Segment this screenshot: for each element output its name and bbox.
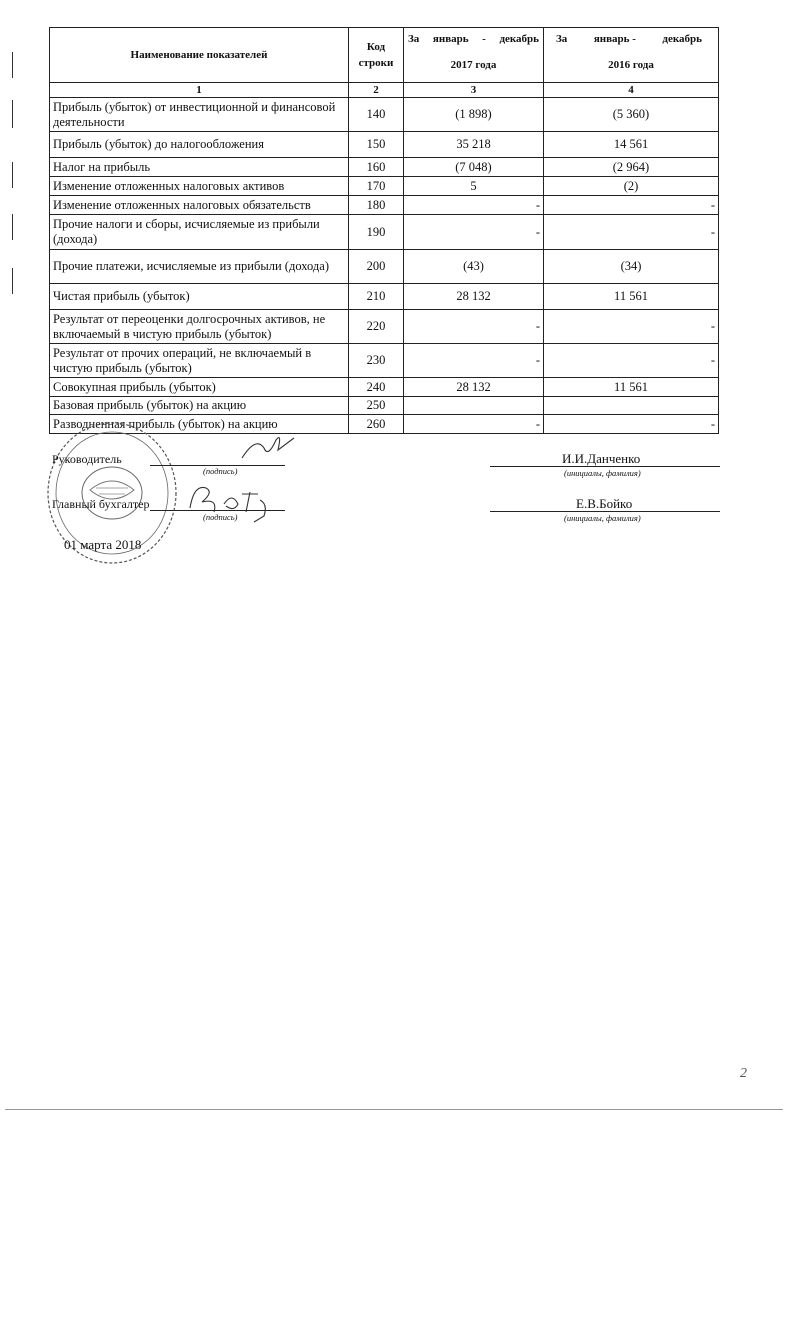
row-value-2017: - (404, 196, 544, 215)
period2-year: 2016 года (608, 59, 654, 71)
row-code: 140 (349, 98, 404, 132)
row-value-2016: (5 360) (544, 98, 719, 132)
table-row (50, 177, 719, 196)
row-value-2017: - (404, 344, 544, 378)
row-value-2017: (1 898) (404, 98, 544, 132)
table-row (50, 98, 719, 132)
head-sign-caption: (подпись) (203, 466, 238, 476)
head-name-line (490, 466, 720, 467)
period1-word-b: январь (432, 33, 469, 45)
row-value-2017: 28 132 (404, 378, 544, 397)
scan-mark (12, 100, 13, 128)
row-value-2017 (404, 397, 544, 415)
col-number: 1 (50, 83, 349, 98)
table-row (50, 132, 719, 158)
row-value-2016: 11 561 (544, 378, 719, 397)
period2-word-b: январь - (593, 33, 636, 45)
row-label: Изменение отложенных налоговых обязательств (50, 196, 349, 215)
row-label: Налог на прибыль (50, 158, 349, 177)
col-number: 3 (404, 83, 544, 98)
table-row (50, 378, 719, 397)
scan-mark (12, 214, 13, 240)
row-label: Прочие налоги и сборы, исчисляемые из прибыли (дохода) (50, 215, 349, 250)
header-row-code (349, 28, 404, 83)
period1-word-d: декабрь (499, 33, 539, 45)
row-value-2017: (7 048) (404, 158, 544, 177)
row-code: 240 (349, 378, 404, 397)
table-row (50, 284, 719, 310)
table-header-row (50, 28, 719, 83)
row-value-2016: - (544, 344, 719, 378)
row-label: Прочие платежи, исчисляемые из прибыли (дохода) (50, 250, 349, 284)
column-number-row (50, 83, 719, 98)
table-row (50, 215, 719, 250)
row-value-2017: 28 132 (404, 284, 544, 310)
row-value-2016: (34) (544, 250, 719, 284)
row-label: Чистая прибыль (убыток) (50, 284, 349, 310)
row-code: 210 (349, 284, 404, 310)
row-value-2017: - (404, 415, 544, 434)
accountant-title: Главный бухгалтер (52, 497, 150, 511)
row-label: Базовая прибыль (убыток) на акцию (50, 397, 349, 415)
header-period-2016 (544, 28, 719, 83)
head-signature-scribble (238, 430, 298, 464)
scan-mark (12, 162, 13, 188)
row-value-2016: (2 964) (544, 158, 719, 177)
row-label: Прибыль (убыток) от инвестиционной и финансовой деятельности (50, 98, 349, 132)
period2-word-c: декабрь (662, 33, 702, 45)
accountant-sign-caption: (подпись) (203, 512, 238, 522)
accountant-name-caption: (инициалы, фамилия) (564, 513, 641, 523)
financial-report-table (49, 27, 719, 434)
row-code: 160 (349, 158, 404, 177)
period2-word-a: За (556, 33, 568, 45)
row-label: Разводненная прибыль (убыток) на акцию (50, 415, 349, 434)
table-row (50, 196, 719, 215)
page-bottom-rule (5, 1109, 783, 1110)
row-code: 220 (349, 310, 404, 344)
accountant-name-line (490, 511, 720, 512)
page-number: 2 (740, 1066, 747, 1081)
accountant-name: Е.В.Бойко (576, 496, 633, 511)
head-title: Руководитель (52, 452, 122, 466)
row-value-2016: (2) (544, 177, 719, 196)
table-row (50, 397, 719, 415)
accountant-sign-line (150, 510, 285, 511)
period1-word-c: - (482, 33, 486, 45)
header-indicator-name: Наименование показателей (50, 28, 349, 83)
table-row (50, 158, 719, 177)
scan-mark (12, 52, 13, 78)
col-number: 4 (544, 83, 719, 98)
row-value-2016: - (544, 310, 719, 344)
row-value-2016: - (544, 415, 719, 434)
row-code: 180 (349, 196, 404, 215)
row-value-2016: - (544, 196, 719, 215)
table-row (50, 344, 719, 378)
col-number: 2 (349, 83, 404, 98)
row-label: Результат от прочих операций, не включаемый в чистую прибыль (убыток) (50, 344, 349, 378)
report-date: 01 марта 2018 (64, 537, 142, 552)
row-value-2017: - (404, 310, 544, 344)
header-period-2017 (404, 28, 544, 83)
row-label: Прибыль (убыток) до налогообложения (50, 132, 349, 158)
period1-word-a: За (408, 33, 420, 45)
row-value-2016: 11 561 (544, 284, 719, 310)
head-name: И.И.Данченко (562, 451, 641, 466)
row-code: 250 (349, 397, 404, 415)
period1-year: 2017 года (450, 59, 497, 71)
scan-mark (12, 268, 13, 294)
row-label: Совокупная прибыль (убыток) (50, 378, 349, 397)
row-code: 200 (349, 250, 404, 284)
header-code-line1: Код (366, 41, 386, 53)
row-label: Результат от переоценки долгосрочных активов, не включаемый в чистую прибыль (убыток) (50, 310, 349, 344)
row-value-2017: - (404, 215, 544, 250)
head-name-caption: (инициалы, фамилия) (564, 468, 641, 478)
row-code: 230 (349, 344, 404, 378)
row-code: 190 (349, 215, 404, 250)
row-label: Изменение отложенных налоговых активов (50, 177, 349, 196)
row-value-2017: 5 (404, 177, 544, 196)
header-code-line2: строки (358, 57, 394, 69)
table-row (50, 250, 719, 284)
row-value-2017: (43) (404, 250, 544, 284)
row-value-2017: 35 218 (404, 132, 544, 158)
row-code: 260 (349, 415, 404, 434)
row-code: 170 (349, 177, 404, 196)
table-row (50, 310, 719, 344)
row-value-2016: - (544, 215, 719, 250)
row-code: 150 (349, 132, 404, 158)
row-value-2016: 14 561 (544, 132, 719, 158)
row-value-2016 (544, 397, 719, 415)
